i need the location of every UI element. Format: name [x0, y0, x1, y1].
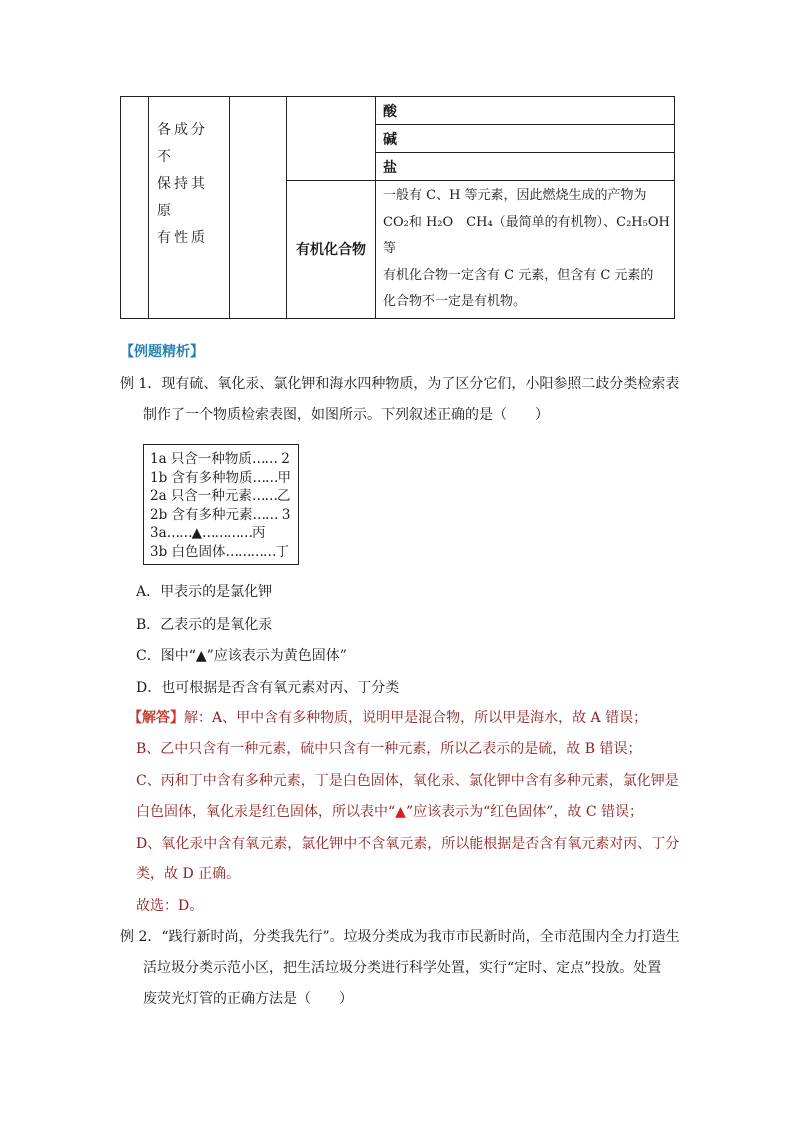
- triangle-icon: ▲: [191, 525, 203, 541]
- classification-key-box: [143, 444, 299, 565]
- table-blank-cell: [121, 97, 149, 319]
- answer-line: B、乙中只含有一种元素，硫中只含有一种元素，所以乙表示的是硫，故 B 错误；: [136, 741, 642, 757]
- q2-stem-line: 废荧光灯管的正确方法是（ ）: [143, 991, 353, 1007]
- organic-compound-label: 有机化合物: [287, 181, 376, 319]
- table-blank-cell: [287, 97, 376, 181]
- organic-description: [376, 181, 675, 319]
- option-c: C．图中“▲”应该表示为黄色固体”: [136, 648, 347, 664]
- description-line: CO₂和 H₂O CH₄（最简单的有机物）、C₂H₅OH: [383, 214, 670, 230]
- table-blank-cell: [230, 97, 287, 319]
- classification-table: [120, 96, 675, 319]
- property-cell: [149, 97, 230, 319]
- answer-tag: 【解答】: [128, 710, 184, 726]
- key-row: 1b 含有多种物质……甲: [150, 469, 292, 486]
- property-line: 保持其原: [157, 176, 208, 219]
- key-row: 3b 白色固体…………丁: [150, 543, 290, 560]
- answer-choice: 故选：D。: [136, 898, 204, 914]
- description-line: 有机化合物一定含有 C 元素，但含有 C 元素的: [383, 267, 654, 283]
- key-row: 2a 只含一种元素……乙: [150, 488, 291, 504]
- description-line: 等: [383, 241, 397, 256]
- section-title: 【例题精析】: [120, 344, 204, 360]
- answer-line: C、丙和丁中含有多种元素，丁是白色固体，氧化汞、氯化钾中含有多种元素，氯化钾是: [136, 773, 679, 789]
- q2-stem-line: 活垃圾分类示范小区，把生活垃圾分类进行科学处置，实行“定时、定点”投放。处置: [143, 960, 662, 976]
- option-a: A．甲表示的是氯化钾: [136, 584, 273, 600]
- description-line: 化合物不一定是有机物。: [383, 294, 527, 309]
- key-row: 2b 含有多种元素…… 3: [150, 506, 291, 523]
- q1-stem-line: 例 1．现有硫、氧化汞、氯化钾和海水四种物质，为了区分它们，小阳参照二歧分类检索表: [120, 376, 680, 392]
- salt-cell: 盐: [376, 153, 675, 181]
- answer-line: 类，故 D 正确。: [136, 866, 241, 882]
- acid-cell: 酸: [376, 97, 675, 125]
- answer-line: 白色固体，氧化汞是红色固体，所以表中“▲”应该表示为“红色固体”，故 C 错误；: [136, 804, 644, 820]
- q1-stem-line: 制作了一个物质检索表图，如图所示。下列叙述正确的是（ ）: [143, 407, 549, 423]
- key-row: 1a 只含一种物质…… 2: [150, 451, 290, 467]
- description-line: 一般有 C、H 等元素，因此燃烧生成的产物为: [383, 188, 647, 203]
- property-line: 有性质: [157, 230, 208, 246]
- answer-line: D、氧化汞中含有氧元素，氯化钾中不含氧元素，所以能根据是否含有氧元素对丙、丁分: [136, 836, 680, 852]
- answer-line: 【解答】解：A、甲中含有多种物质，说明甲是混合物，所以甲是海水，故 A 错误；: [128, 710, 648, 726]
- base-cell: 碱: [376, 125, 675, 153]
- key-row: 3a……▲…………丙: [150, 525, 266, 541]
- option-b: B．乙表示的是氧化汞: [136, 617, 273, 633]
- option-d: D．也可根据是否含有氧元素对丙、丁分类: [136, 680, 400, 696]
- q2-stem-line: 例 2．“践行新时尚，分类我先行”。垃圾分类成为我市市民新时尚，全市范围内全力打造生: [120, 929, 680, 945]
- property-line: 各成分不: [157, 122, 208, 165]
- triangle-icon: ▲: [395, 804, 406, 820]
